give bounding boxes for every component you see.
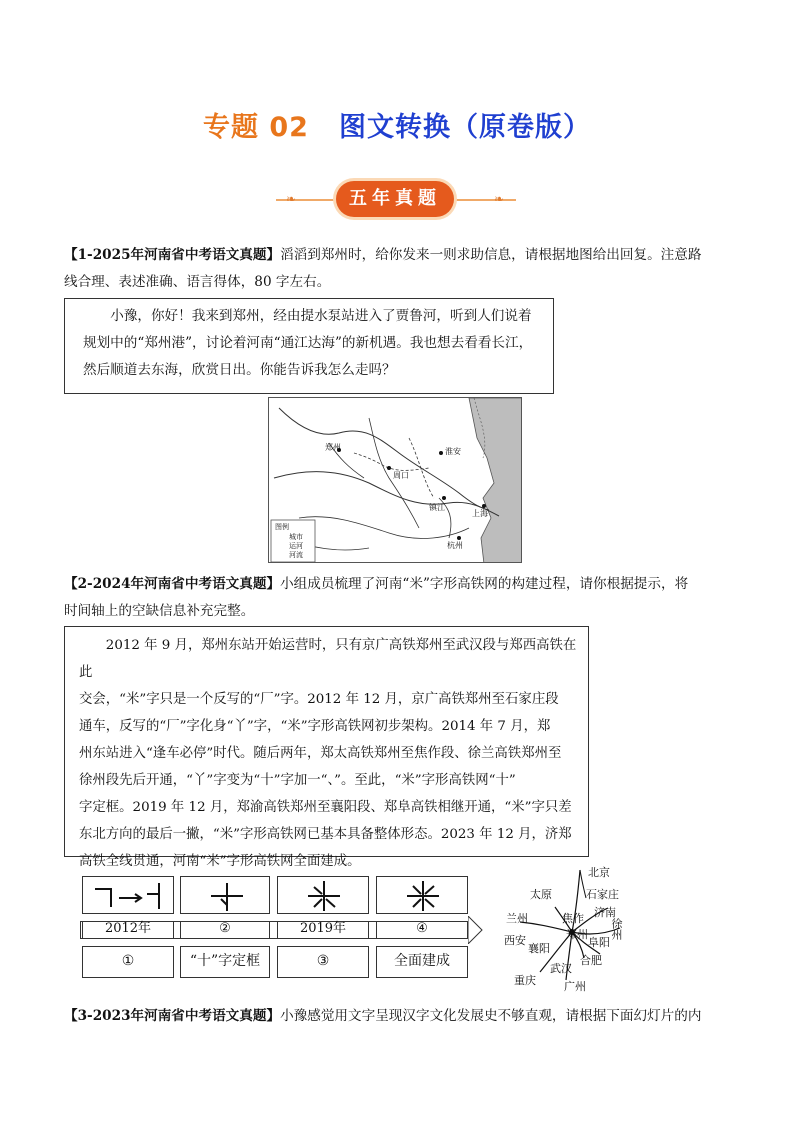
question-1-map [268, 397, 522, 563]
title-main: 图文转换（原卷版） [338, 112, 591, 143]
rail-city-fuyang: 阜阳 [588, 936, 610, 949]
rail-city-taiyuan: 太原 [530, 888, 552, 901]
rail-city-shijiazhuang: 石家庄 [586, 888, 619, 901]
timeline-glyph-2 [180, 876, 270, 914]
map-label-shanghai: 上海 [472, 509, 488, 518]
q2-line: 高铁全线贯通，河南“米”字形高铁网全面建成。 [79, 854, 361, 869]
question-2-tag: 【2-2024年河南省中考语文真题】 [64, 576, 281, 592]
map-label-huaian: 淮安 [445, 447, 461, 456]
question-2-prompt: 【2-2024年河南省中考语文真题】小组成员梳理了河南“米”字形高铁网的构建过程，请你根据提示，将 时间轴上的空缺信息补充完整。 [64, 576, 689, 619]
map-legend-title: 图例 [275, 523, 289, 531]
rail-city-wuhan: 武汉 [550, 962, 572, 975]
timeline-glyph-1 [82, 876, 174, 914]
rail-city-zhengzhou: 郑州 [566, 928, 588, 941]
q2-line: 交会，“米”字只是一个反写的“厂”字。2012 年 12 月，京广高铁郑州至石家庄段 [79, 692, 559, 707]
map-label-zhenjiang: 镇江 [429, 503, 445, 512]
glyph-ya-icon [181, 877, 271, 915]
map-label-hangzhou: 杭州 [447, 541, 463, 550]
rail-city-xuzhou: 徐州 [610, 918, 623, 940]
badge-right-ornament: ❧ [494, 192, 505, 206]
glyph-mi-full-icon [377, 877, 469, 915]
question-1-prompt: 【1-2025年河南省中考语文真题】滔滔到郑州时，给你发来一则求助信息，请根据地图给出回复。注意路 线合理、表述准确、语言得体，80 字左右。 [64, 247, 702, 290]
rail-city-xiangyang: 襄阳 [528, 942, 550, 955]
rail-city-jiaozuo: 焦作 [562, 912, 584, 925]
map-label-zhoukou: 周口 [393, 471, 409, 480]
rail-city-lanzhou: 兰州 [506, 912, 528, 925]
timeline-stage-2: “十”字定框 [180, 946, 270, 978]
rail-network-map [500, 862, 630, 992]
timeline-glyph-4 [376, 876, 468, 914]
rail-city-guangzhou: 广州 [564, 980, 586, 993]
timeline-arrow-icon [468, 916, 484, 944]
title-topic: 专题 02 [203, 112, 309, 143]
rail-city-hefei: 合肥 [580, 954, 602, 967]
glyph-reverse-chang-icon [83, 877, 175, 915]
timeline-stage-3: ③ [277, 946, 369, 978]
question-2-text-box [64, 626, 589, 869]
timeline-year-2: ② [180, 921, 270, 939]
timeline [80, 876, 490, 980]
question-3-tag: 【3-2023年河南省中考语文真题】 [64, 1008, 281, 1024]
map-legend-canal: 运河 [289, 542, 303, 550]
timeline-stage-4: 全面建成 [376, 946, 468, 978]
q2-line: 通车，反写的“厂”字化身“丫”字，“米”字形高铁网初步架构。2014 年 7 月，郑 [79, 719, 551, 734]
timeline-glyph-3 [277, 876, 369, 914]
badge-left-ornament: ❧ [286, 192, 297, 206]
question-3-prompt: 【3-2023年河南省中考语文真题】小豫感觉用文字呈现汉字文化发展史不够直观，请根据下面幻灯片的内 [64, 1008, 702, 1024]
rail-city-beijing: 北京 [588, 866, 610, 879]
q2-line: 字定框。2019 年 12 月，郑渝高铁郑州至襄阳段、郑阜高铁相继开通，“米”字只差 [79, 800, 572, 815]
question-1-tag: 【1-2025年河南省中考语文真题】 [64, 247, 281, 263]
q2-line: 2012 年 9 月，郑州东站开始运营时，只有京广高铁郑州至武汉段与郑西高铁在此 [79, 638, 577, 680]
badge-left-line [276, 199, 336, 201]
map-legend-city: 城市 [289, 533, 303, 541]
glyph-mi-partial-icon [278, 877, 370, 915]
q2-line: 州东站进入“逢车必停”时代。随后两年，郑太高铁郑州至焦作段、徐兰高铁郑州至 [79, 746, 562, 761]
q2-line: 东北方向的最后一撇，“米”字形高铁网已基本具备整体形态。2023 年 12 月，济郑 [79, 827, 572, 842]
timeline-year-1: 2012年 [82, 921, 174, 939]
map-legend-river: 河流 [289, 551, 303, 559]
badge-right-line [454, 199, 516, 201]
timeline-year-3: 2019年 [277, 921, 369, 939]
timeline-stage-1: ① [82, 946, 174, 978]
page-title [0, 105, 794, 144]
timeline-year-4: ④ [376, 921, 468, 939]
section-badge: 五年真题 [336, 181, 454, 217]
rail-city-xian: 西安 [504, 934, 526, 947]
map-label-zhengzhou: 郑州 [325, 443, 341, 452]
rail-city-jinan: 济南 [594, 906, 616, 919]
q2-line: 徐州段先后开通，“丫”字变为“十”字加一“、”。至此，“米”字形高铁网“十” [79, 773, 516, 788]
question-1-message-box: 小豫，你好！我来到郑州，经由提水泵站进入了贾鲁河，听到人们说着规划中的“郑州港”，讨论着河南“通江达海”的新机遇。我也想去看看长江，然后顺道去东海，欣赏日出。你能告诉我怎么走吗？ [64, 298, 554, 394]
rail-city-chongqing: 重庆 [514, 974, 536, 987]
